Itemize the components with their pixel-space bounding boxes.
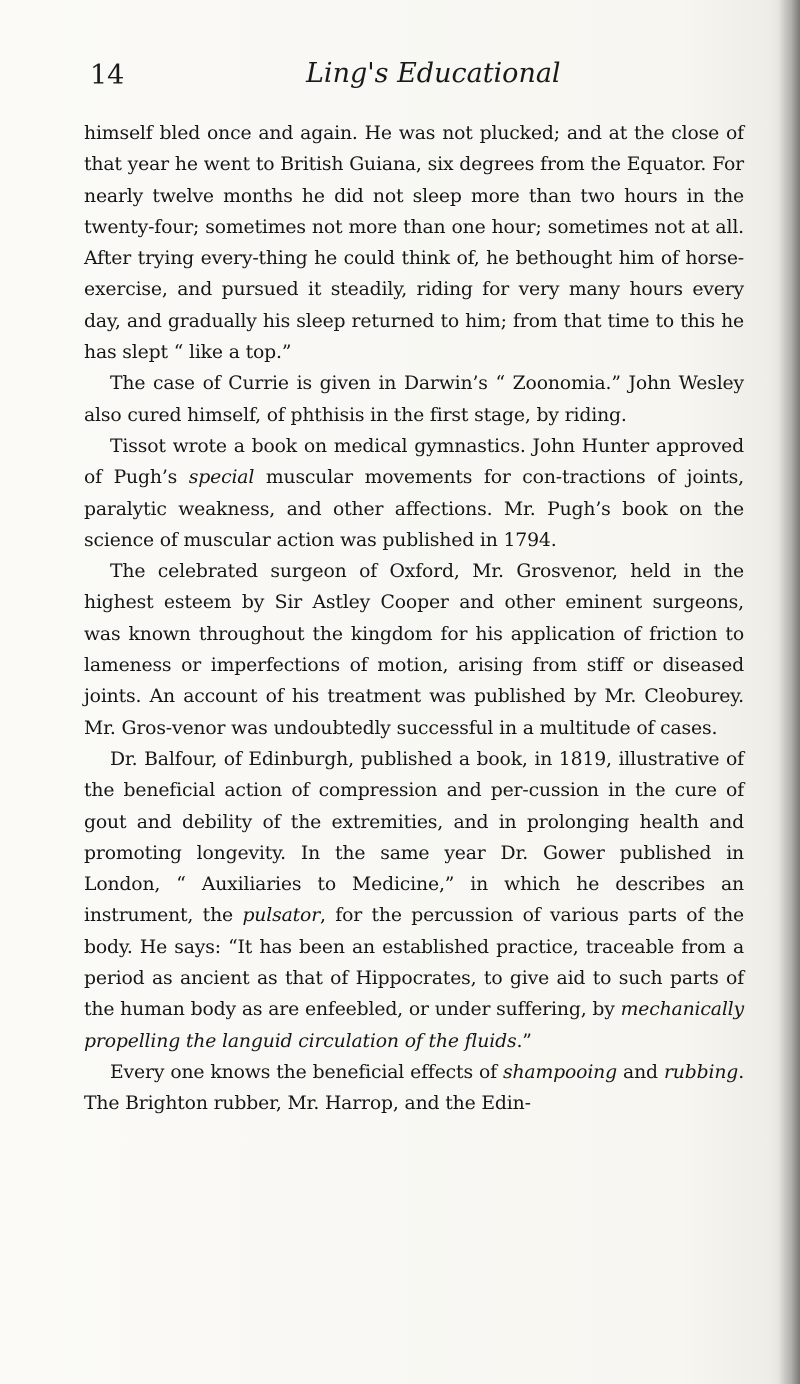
italic-text: special	[188, 467, 255, 489]
paragraph-text: Dr. Balfour, of Edinburgh, published a book, in 1819, illustrative of the beneficial action of compression and per-cussion in the cure of gout and debility of the extremities, and in prolonging health and promoting longevity. In the same year Dr. Gower published in London, “ Auxiliaries to Medicine,” in which he describes an instrument, the	[84, 748, 744, 927]
paragraph-text: , for the percussion of various parts of the body. He says: “It has been an established practice, traceable from a period as ancient as that of Hippocrates, to give aid to such parts of the human body as are enfeebled, or under suffering, by	[84, 905, 744, 1021]
italic-text: shampooing	[503, 1061, 618, 1083]
body-text	[84, 118, 744, 1120]
paragraph-text: and	[617, 1061, 664, 1083]
paragraph-text: The celebrated surgeon of Oxford, Mr. Grosvenor, held in the highest esteem by Sir Astley Cooper and other eminent surgeons, was known throughout the kingdom for his application of friction to lameness or imperfections of motion, arising from stiff or diseased joints. An account of his treatment was published by Mr. Cleoburey. Mr. Gros-venor was undoubtedly successful in a multitude of cases.	[84, 561, 744, 739]
paragraph	[84, 118, 744, 368]
paragraph-text: himself bled once and again. He was not plucked; and at the close of that year he went to British Guiana, six degrees from the Equator. For nearly twelve months he did not sleep more than two hours in the twenty-four; sometimes not more than one hour; sometimes not at all. After trying every-thing he could think of, he bethought him of horse-exercise, and pursued it steadily, riding for very many hours every day, and gradually his sleep returned to him; from that time to this he has slept “ like a top.”	[84, 123, 744, 364]
paragraph-text: . The Brighton rubber, Mr. Harrop, and the Edin-	[84, 1061, 745, 1115]
paragraph-text: The case of Currie is given in Darwin’s “ Zoonomia.” John Wesley also cured himself, of phthisis in the first stage, by riding.	[84, 373, 744, 426]
paragraph	[84, 744, 744, 1057]
page-edge-shadow	[778, 0, 800, 1384]
paragraph-text: .”	[516, 1030, 532, 1052]
running-title: Ling's Educational	[306, 58, 561, 89]
paragraph-text: Every one knows the beneficial effects of	[110, 1061, 503, 1083]
italic-text: mechanically propelling the languid circulation of the fluids	[84, 999, 744, 1052]
italic-text: rubbing	[663, 1061, 739, 1083]
page-header	[90, 58, 750, 98]
paragraph-text: Tissot wrote a book on medical gymnastics. John Hunter approved of Pugh’s	[84, 435, 744, 489]
italic-text: pulsator	[242, 905, 321, 927]
page-number: 14	[90, 60, 125, 91]
paragraph	[84, 1057, 744, 1120]
paragraph	[84, 556, 744, 744]
paragraph	[84, 431, 744, 556]
paragraph-text: muscular movements for con-tractions of joints, paralytic weakness, and other affections. Mr. Pugh’s book on the science of muscular action was published in 1794.	[84, 467, 744, 551]
paragraph	[84, 368, 744, 431]
